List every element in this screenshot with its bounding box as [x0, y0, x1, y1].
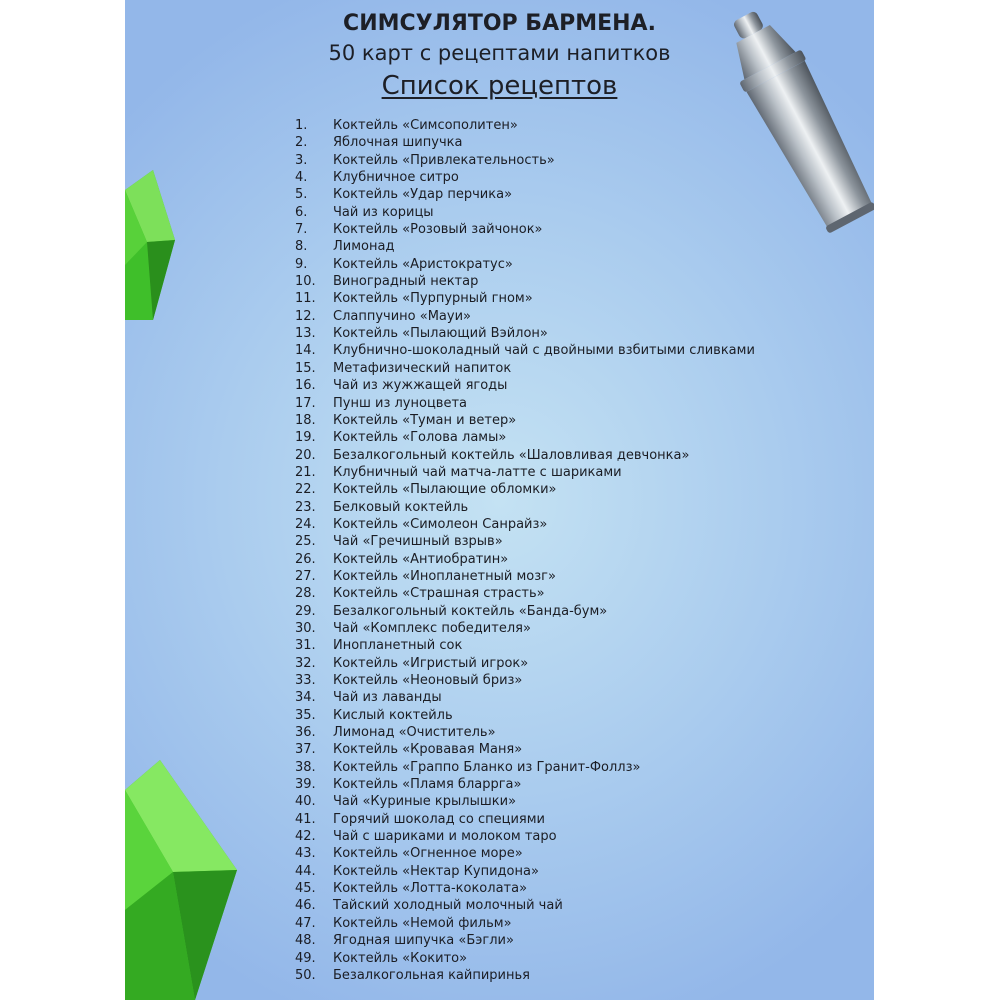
recipe-number: 15. [295, 360, 316, 376]
recipe-number: 30. [295, 620, 316, 636]
recipe-name: Коктейль «Кровавая Маня» [333, 742, 523, 758]
recipe-name: Коктейль «Антиобратин» [333, 551, 509, 567]
list-item [295, 845, 755, 862]
list-item [295, 256, 755, 273]
plumbob-crystal-icon [125, 170, 175, 320]
list-item [295, 568, 755, 585]
recipe-name: Ягодная шипучка «Бэгли» [333, 933, 514, 949]
recipe-number: 26. [295, 551, 316, 567]
plumbob-crystal-icon [125, 760, 240, 1000]
recipe-name: Коктейль «Нектар Купидона» [333, 863, 539, 879]
list-item [295, 186, 755, 203]
recipe-name: Коктейль «Аристократус» [333, 256, 513, 272]
list-item [295, 412, 755, 429]
recipe-number: 46. [295, 898, 316, 914]
recipe-name: Лимонад «Очиститель» [333, 725, 496, 741]
list-item [295, 429, 755, 446]
list-item [295, 863, 755, 880]
recipe-name: Чай «Гречишный взрыв» [333, 534, 503, 550]
list-item [295, 776, 755, 793]
list-item [295, 637, 755, 654]
list-item [295, 377, 755, 394]
list-item [295, 152, 755, 169]
recipe-number: 3. [295, 152, 308, 168]
list-item [295, 585, 755, 602]
recipe-number: 6. [295, 204, 308, 220]
list-item [295, 308, 755, 325]
list-item [295, 741, 755, 758]
recipe-number: 14. [295, 343, 316, 359]
list-item [295, 221, 755, 238]
recipe-name: Коктейль «Пламя бларрга» [333, 777, 522, 793]
page-title: СИМСУЛЯТОР БАРМЕНА. [343, 11, 656, 36]
recipe-number: 37. [295, 742, 316, 758]
recipe-number: 24. [295, 516, 316, 532]
recipe-number: 33. [295, 673, 316, 688]
recipe-name: Горячий шоколад со специями [333, 811, 545, 827]
recipe-number: 28. [295, 586, 316, 602]
list-heading: Список рецептов [381, 71, 618, 101]
recipe-name: Чай из лаванды [333, 690, 442, 706]
recipe-name: Слаппучино «Мауи» [333, 308, 471, 324]
recipe-name: Лимонад [333, 239, 395, 255]
recipe-name: Коктейль «Голова ламы» [333, 430, 507, 446]
recipe-name: Тайский холодный молочный чай [333, 898, 563, 914]
list-item [295, 707, 755, 724]
recipe-number: 21. [295, 464, 316, 480]
list-item [295, 655, 755, 672]
recipe-number: 7. [295, 222, 308, 238]
recipe-name: Чай из жужжащей ягоды [333, 378, 508, 394]
list-item [295, 395, 755, 412]
list-item [295, 273, 755, 290]
list-item [295, 481, 755, 498]
recipe-number: 35. [295, 707, 316, 723]
recipe-number: 13. [295, 326, 316, 342]
recipe-number: 40. [295, 794, 316, 810]
list-item [295, 828, 755, 845]
recipe-name: Коктейль «Лотта-коколата» [333, 881, 528, 897]
list-item [295, 533, 755, 550]
list-item [295, 603, 755, 620]
recipe-name: Коктейль «Симсополитен» [333, 118, 518, 133]
recipe-number: 38. [295, 759, 316, 775]
recipe-number: 36. [295, 725, 316, 741]
list-item [295, 759, 755, 776]
list-item [295, 447, 755, 464]
recipe-number: 39. [295, 777, 316, 793]
recipe-name: Безалкогольная кайпиринья [333, 967, 530, 983]
recipe-number: 10. [295, 274, 316, 290]
recipe-name: Коктейль «Розовый зайчонок» [333, 222, 543, 238]
recipe-number: 45. [295, 881, 316, 897]
list-item [295, 342, 755, 359]
list-item [295, 915, 755, 932]
recipe-number: 25. [295, 534, 316, 550]
recipe-name: Клубнично-шоколадный чай с двойными взбитыми сливками [333, 343, 755, 359]
recipe-number: 41. [295, 811, 316, 827]
recipe-name: Кислый коктейль [333, 707, 453, 723]
recipe-name: Чай с шариками и молоком таро [333, 829, 557, 845]
list-item [295, 967, 755, 984]
recipe-number: 9. [295, 256, 308, 272]
recipe-number: 48. [295, 933, 316, 949]
recipe-number: 2. [295, 135, 308, 151]
list-item [295, 897, 755, 914]
recipe-number: 44. [295, 863, 316, 879]
recipe-name: Яблочная шипучка [333, 135, 463, 151]
recipe-number: 1. [295, 118, 308, 133]
list-item [295, 950, 755, 967]
recipe-name: Клубничный чай матча-латте с шариками [333, 464, 622, 480]
recipe-number: 27. [295, 568, 316, 584]
header [125, 10, 874, 104]
recipe-number: 17. [295, 395, 316, 411]
page-subtitle: 50 карт с рецептами напитков [328, 41, 671, 65]
recipe-number: 32. [295, 655, 316, 671]
recipe-number: 5. [295, 187, 308, 203]
recipe-number: 42. [295, 829, 316, 845]
list-item [295, 134, 755, 151]
recipe-sheet [125, 0, 874, 1000]
recipe-name: Инопланетный сок [333, 638, 463, 654]
list-item [295, 793, 755, 810]
list-item [295, 169, 755, 186]
recipe-name: Коктейль «Кокито» [333, 950, 468, 966]
recipe-number: 49. [295, 950, 316, 966]
recipe-number: 29. [295, 603, 316, 619]
recipe-name: Коктейль «Пылающий Вэйлон» [333, 326, 548, 342]
list-item [295, 117, 755, 134]
list-item [295, 204, 755, 221]
list-item [295, 325, 755, 342]
recipe-name: Безалкогольный коктейль «Шаловливая девчонка» [333, 447, 690, 463]
recipe-number: 12. [295, 308, 316, 324]
recipe-name: Коктейль «Огненное море» [333, 846, 523, 862]
recipe-name: Коктейль «Пурпурный гном» [333, 291, 533, 307]
list-item [295, 620, 755, 637]
recipe-number: 19. [295, 430, 316, 446]
recipe-name: Коктейль «Немой фильм» [333, 915, 512, 931]
recipe-name: Коктейль «Симолеон Санрайз» [333, 516, 548, 532]
list-item [295, 724, 755, 741]
recipe-name: Виноградный нектар [333, 274, 479, 290]
recipe-number: 11. [295, 291, 316, 307]
recipe-number: 47. [295, 915, 316, 931]
list-item [295, 880, 755, 897]
recipe-number: 22. [295, 482, 316, 498]
recipe-number: 34. [295, 690, 316, 706]
list-item [295, 360, 755, 377]
recipe-number: 8. [295, 239, 308, 255]
list-item [295, 932, 755, 949]
recipe-number: 50. [295, 967, 316, 983]
recipe-number: 16. [295, 378, 316, 394]
list-item [295, 811, 755, 828]
recipe-name: Коктейль «Удар перчика» [333, 187, 513, 203]
recipe-number: 43. [295, 846, 316, 862]
recipe-name: Коктейль «Привлекательность» [333, 152, 555, 168]
recipe-name: Коктейль «Граппо Бланко из Гранит-Фоллз» [333, 759, 641, 775]
list-item [295, 672, 755, 689]
recipe-name: Коктейль «Неоновый бриз» [333, 673, 523, 688]
recipe-name: Пунш из луноцвета [333, 395, 467, 411]
recipe-name: Чай «Комплекс победителя» [333, 620, 531, 636]
recipe-name: Метафизический напиток [333, 360, 512, 376]
recipe-name: Белковый коктейль [333, 499, 469, 515]
recipe-number: 4. [295, 170, 308, 186]
list-item [295, 238, 755, 255]
recipe-name: Коктейль «Пылающие обломки» [333, 482, 557, 498]
recipe-number: 23. [295, 499, 316, 515]
recipe-number: 18. [295, 412, 316, 428]
recipe-name: Коктейль «Игристый игрок» [333, 655, 529, 671]
recipe-name: Чай «Куриные крылышки» [333, 794, 517, 810]
recipe-name: Безалкогольный коктейль «Банда-бум» [333, 603, 608, 619]
list-item [295, 516, 755, 533]
recipe-name: Коктейль «Инопланетный мозг» [333, 568, 556, 584]
recipe-list [295, 117, 755, 984]
recipe-name: Коктейль «Страшная страсть» [333, 586, 545, 602]
list-item [295, 290, 755, 307]
list-item [295, 689, 755, 706]
list-item [295, 551, 755, 568]
list-item [295, 464, 755, 481]
recipe-name: Коктейль «Туман и ветер» [333, 412, 517, 428]
recipe-number: 20. [295, 447, 316, 463]
recipe-name: Клубничное ситро [333, 170, 459, 186]
recipe-number: 31. [295, 638, 316, 654]
recipe-name: Чай из корицы [333, 204, 434, 220]
list-item [295, 499, 755, 516]
